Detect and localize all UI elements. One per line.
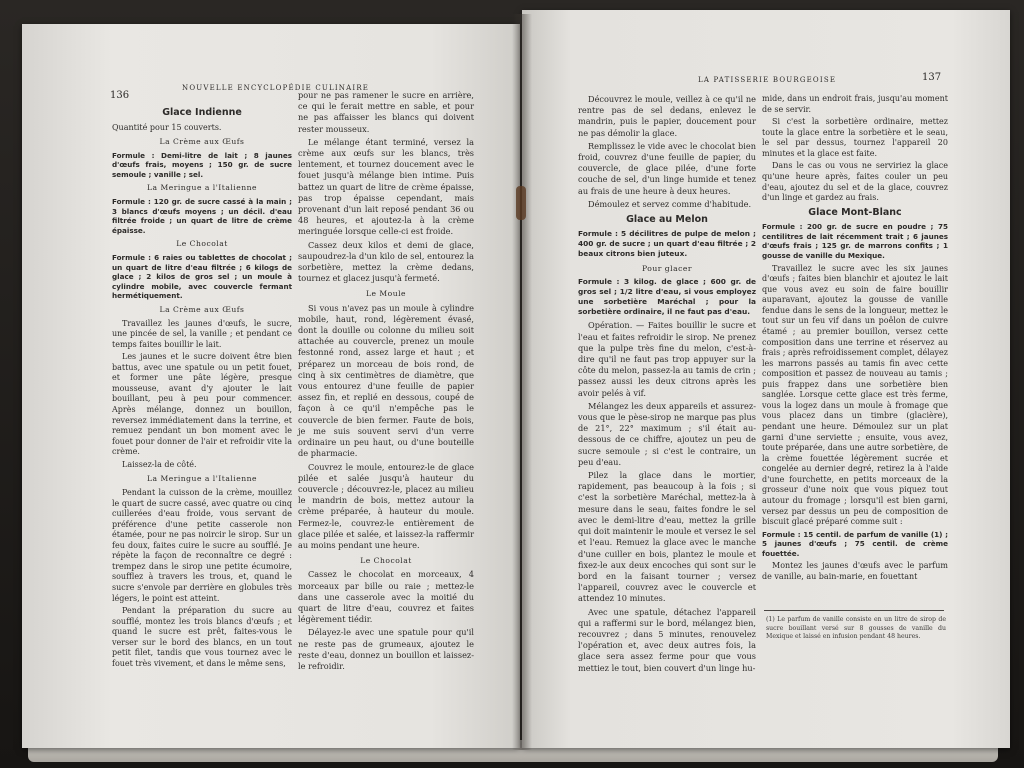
paragraph: Avec une spatule, détachez l'appareil qui a raffermi sur le bord, mélangez bien, recouvrez ; dans 5 minutes, renouvelez l'opération et, avec deux autres fois, la glace sera assez ferme pour que vous mettiez le tout, bien couvert d'un linge hu- bbox=[578, 606, 756, 673]
paragraph: Travaillez les jaunes d'œufs, le sucre, une pincée de sel, la vanille ; et pendant ce temps faites bouillir le lait. bbox=[112, 318, 292, 349]
right-column-1 bbox=[578, 94, 756, 676]
section-heading: La Meringue a l'Italienne bbox=[146, 183, 258, 193]
paragraph: Remplissez le vide avec le chocolat bien froid, couvrez d'une feuille de papier, du couvercle, de glace pilée, d'une forte couche de sel, d'un linge humide et tenez au frais de une heure à deux heures. bbox=[578, 140, 756, 196]
paragraph: Quantité pour 15 couverts. bbox=[112, 122, 222, 132]
left-column-2 bbox=[298, 90, 474, 674]
left-column-1 bbox=[112, 104, 292, 672]
left-page-number: 136 bbox=[110, 90, 130, 101]
paragraph: Cassez le chocolat en morceaux, 4 morceaux par bille ou raie ; mettez-le dans une casserole avec la moitié du quart de litre d'eau, couvrez et faites légèrement tiédir. bbox=[298, 569, 474, 625]
paragraph: Découvrez le moule, veillez à ce qu'il ne rentre pas de sel dedans, enlevez le mandrin, puis le papier, doucement pour ne pas démolir la glace. bbox=[578, 94, 756, 138]
paragraph: Si vous n'avez pas un moule à cylindre mobile, haut, rond, légèrement évasé, dont la douille ou colonne du milieu soit attachée au couvercle, prenez un moule festonné rond, assez large et haut ; et préparez un morceau de bois rond, de cinq à six centimètres de diamètre, que vous entourez d'une feuille de papier assez fin, et replié en dessous, coupé de façon à ce qu'il n'empêche pas le couvercle de bien fermer. Faute de bois, je me suis souvent servi d'un verre ordinaire un peu haut, ou d'une bouteille de pharmacie. bbox=[298, 302, 474, 459]
paragraph: Cassez deux kilos et demi de glace, saupoudrez-la d'un kilo de sel, entourez la sorbetière, mettez la crème dedans, tournez et glacez jusqu'à fermeté. bbox=[298, 239, 474, 284]
paragraph: Dans le cas ou vous ne serviriez la glace qu'une heure après, faites couler un peu d'eau, ajoutez du sel et de la glace, couvrez d'un linge et gardez au frais. bbox=[762, 161, 948, 203]
paragraph: mide, dans un endroit frais, jusqu'au moment de se servir. bbox=[762, 94, 948, 114]
formula-text: Formule : 120 gr. de sucre cassé à la main ; 3 blancs d'œufs moyens ; un décil. d'eau filtrée froide ; un quart de litre de crème épaisse. bbox=[112, 197, 292, 235]
paragraph: Montez les jaunes d'œufs avec le parfum de vanille, au bain-marie, en fouettant bbox=[762, 561, 948, 581]
paragraph: Les jaunes et le sucre doivent être bien battus, avec une spatule ou un petit fouet, et former une pâte légère, presque mousseuse, avant d'y ajouter le lait bouillant, peu à peu pour commencer. Après mélange, donnez un bouillon, reversez immédiatement dans la terrine, et remuez pendant un bon moment avec le fouet pour donner de l'air et refroidir vite la crème. bbox=[112, 352, 292, 457]
right-running-head: LA PATISSERIE BOURGEOISE bbox=[698, 76, 837, 84]
right-page bbox=[522, 10, 1010, 748]
paragraph: Pendant la cuisson de la crème, mouillez le quart de sucre cassé, avec quatre ou cinq cuillerées d'eau froide, vous servant de préférence d'une petite casserole non étamée, pour ne pas noircir le sirop. Sur un feu doux, faites cuire le sucre au soufflé. Je répète la façon de reconnaître ce degré : trempez dans le sirop une petite écumoire, soufflez à travers les trous, et, quand le sucre s'envole par derrière en globules très légers, le point est atteint. bbox=[112, 487, 292, 603]
paragraph: Pendant la préparation du sucre au soufflé, montez les trois blancs d'œufs ; et quand le sucre est prêt, faites-vous le verser sur le bord des blancs, en un tout petit filet, tandis que vous tournez avec le fouet très vivement, et dans le même sens, bbox=[112, 606, 292, 668]
paragraph: Laissez-la de côté. bbox=[122, 459, 197, 469]
paragraph: Délayez-le avec une spatule pour qu'il ne reste pas de grumeaux, ajoutez le reste d'eau, donnez un bouillon et laissez-le refroidir. bbox=[298, 627, 474, 671]
paragraph: pour ne pas ramener le sucre en arrière, ce qui le ferait mettre en sable, et pour ne pas affaisser les blancs qui doivent rester mousseux. bbox=[298, 90, 474, 134]
paragraph: Travaillez le sucre avec les six jaunes d'œufs ; faites bien blanchir et ajoutez le lait que vous avez eu soin de faire bouillir auparavant, ajoutez la gousse de vanille fendue dans le sens de la longueur, mettez le tout sur un feu vif dans un poêlon de cuivre étamé ; au premier bouillon, versez cette composition dans une terrine et réservez au frais ; après refroidissement complet, délayez les marrons passés au tamis fin avec cette composition et passez de nouveau au tamis ; puis frappez dans une sorbetière bien sanglée. Lorsque cette glace est très ferme, vous la logez dans un moule à fromage que vous placez dans un timbre (glacière), pendant une heure. Démoulez sur un plat garni d'une serviette ; ensuite, vous avez, toute préparée, dans une autre sorbetière, de la crème fouettée légèrement sucrée et congelée au dernier degré, retirez la à l'aide d'une fourchette, en petits morceaux de la grosseur d'une noix que vous piquez tout autour du fromage ; lorsqu'il est bien garni, versez par dessus un peu de composition de biscuit glacé préparé comme suit : bbox=[762, 263, 948, 527]
paragraph: Opération. — Faites bouillir le sucre et l'eau et faites refroidir le sirop. Ne prenez que la pulpe très fine du melon, c'est-à-dire qu'il ne faut pas trop appuyer sur la côte du melon, passez-la au tamis de crin ; passez aussi les deux citrons après les avoir pelés à vif. bbox=[578, 320, 756, 398]
formula-text: Formule : 5 décilitres de pulpe de melon ; 400 gr. de sucre ; un quart d'eau filtrée ; 2 beaux citrons bien juteux. bbox=[578, 229, 756, 259]
section-heading: La Crème aux Œufs bbox=[159, 137, 245, 147]
formula-text: Formule : Demi-litre de lait ; 8 jaunes d'œufs frais, moyens ; 150 gr. de sucre semoule ; vanille ; sel. bbox=[112, 150, 292, 179]
paragraph: Couvrez le moule, entourez-le de glace pilée et salée jusqu'à hauteur du couvercle ; découvrez-le, placez au milieu le mandrin de bois, mettez autour la crème préparée, à hauteur du moule. Fermez-le, couvrez-le entièrement de glace pilée et salée, et laissez-la raffermir au moins pendant une heure. bbox=[298, 461, 474, 550]
footnote: (1) Le parfum de vanille consiste en un litre de sirop de sucre bouillant versé sur 8 gousses de vanille du Mexique et laissé en infusion pendant 48 heures. bbox=[766, 616, 946, 641]
section-heading: Pour glacer bbox=[641, 264, 692, 274]
paragraph: Démoulez et servez comme d'habitude. bbox=[588, 198, 752, 209]
section-heading: La Crème aux Œufs bbox=[159, 304, 245, 314]
left-running-head: NOUVELLE ENCYCLOPÉDIE CULINAIRE bbox=[182, 84, 370, 92]
formula-text: Formule : 15 centil. de parfum de vanille (1) ; 5 jaunes d'œufs ; 75 centil. de crème fouettée. bbox=[762, 529, 948, 558]
section-heading: Le Chocolat bbox=[360, 556, 412, 566]
paragraph: Mélangez les deux appareils et assurez-vous que le pèse-sirop ne marque pas plus de 21°, 22° maximum ; s'il était au-dessous de ce chiffre, ajoutez un peu de sucre semoule ; si c'est le contraire, un peu d'eau. bbox=[578, 400, 756, 467]
book-gutter bbox=[512, 14, 532, 750]
right-column-2 bbox=[762, 94, 948, 585]
recipe-title: Glace au Melon bbox=[626, 214, 708, 226]
formula-text: Formule : 200 gr. de sucre en poudre ; 75 centilitres de lait récemment trait ; 6 jaunes d'œufs frais ; 125 gr. de marrons confits ; 1 gousse de vanille du Mexique. bbox=[762, 222, 948, 260]
recipe-title: Glace Indienne bbox=[162, 107, 242, 118]
footnote-rule bbox=[764, 610, 944, 611]
section-heading: Le Chocolat bbox=[176, 239, 228, 249]
section-heading: La Meringue a l'Italienne bbox=[146, 474, 258, 484]
left-page bbox=[22, 24, 520, 748]
paragraph: Si c'est la sorbetière ordinaire, mettez toute la glace entre la sorbetière et le seau, le sel par dessus, tournez l'appareil 20 minutes et la glace est faite. bbox=[762, 117, 948, 158]
formula-text: Formule : 6 raies ou tablettes de chocolat ; un quart de litre d'eau filtrée ; 6 kilogs de glace ; 2 kilos de gros sel ; un moule à cylindre mobile, avec couvercle fermant hermétiquement. bbox=[112, 252, 292, 301]
right-page-number: 137 bbox=[922, 72, 942, 83]
paragraph: Pilez la glace dans le mortier, rapidement, pas beaucoup à la fois ; si c'est la sorbetière Maréchal, mettez-la à mesure dans le seau, faites fondre le sel avec le demi-litre d'eau, mettez la grille qui doit maintenir le moule et versez le sel et l'eau. Remuez la glace avec le manche d'une cuiller en bois, plantez le moule et fixez-le aux deux encoches qui sont sur le bord en la faisant tourner ; versez l'appareil, couvrez avec le couvercle et attendez 10 minutes. bbox=[578, 470, 756, 604]
binding-stain bbox=[516, 186, 526, 220]
formula-text: Formule : 3 kilog. de glace ; 600 gr. de gros sel ; 1/2 litre d'eau, si vous employez une sorbetière Maréchal ; pour la sorbetière ordinaire, il ne faut pas d'eau. bbox=[578, 277, 756, 317]
section-heading: Le Moule bbox=[365, 289, 407, 299]
recipe-title: Glace Mont-Blanc bbox=[808, 206, 902, 218]
paragraph: Le mélange étant terminé, versez la crème aux œufs sur les blancs, très lentement, et tournez doucement avec le fouet jusqu'à mélange bien intime. Puis battez un quart de litre de crème épaisse, pas trop épaisse cependant, mais provenant d'un lait reposé pendant 36 ou 48 heures, et ajoutez-la à la crème meringuée lorsque celle-ci est froide. bbox=[298, 136, 474, 237]
